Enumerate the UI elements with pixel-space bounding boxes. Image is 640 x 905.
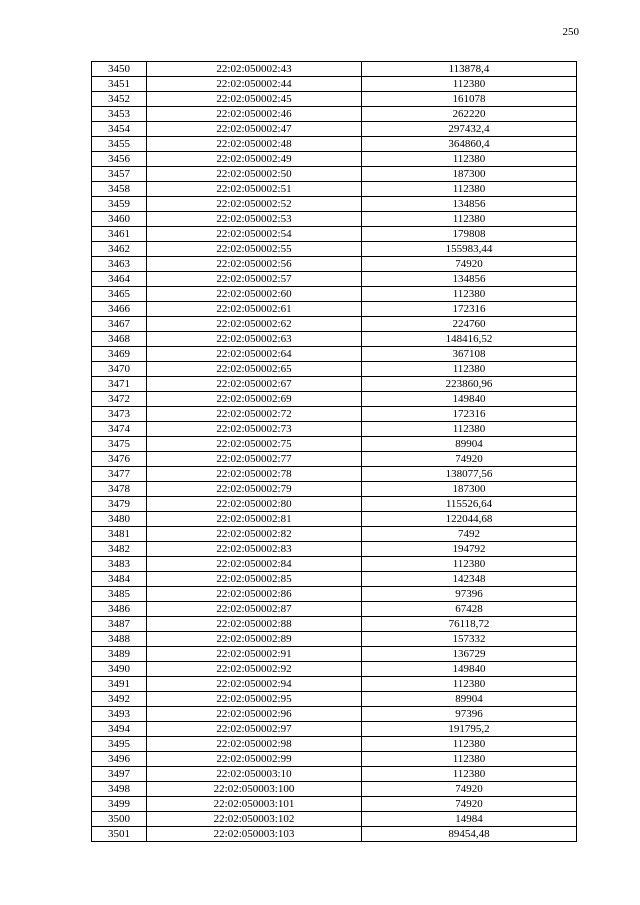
row-number-cell: 3501 [92,827,147,842]
cadastral-number-cell: 22:02:050003:103 [147,827,362,842]
row-number-cell: 3500 [92,812,147,827]
cadastral-value-cell: 14984 [362,812,577,827]
cadastral-number-cell: 22:02:050002:83 [147,542,362,557]
table-row [92,707,577,722]
table-row [92,662,577,677]
row-number-cell: 3496 [92,752,147,767]
cadastral-number-cell: 22:02:050002:84 [147,557,362,572]
row-number-cell: 3490 [92,662,147,677]
cadastral-value-cell: 74920 [362,782,577,797]
table-row [92,632,577,647]
cadastral-number-cell: 22:02:050002:75 [147,437,362,452]
table-row [92,692,577,707]
cadastral-value-cell: 74920 [362,452,577,467]
cadastral-number-cell: 22:02:050002:46 [147,107,362,122]
cadastral-value-cell: 262220 [362,107,577,122]
row-number-cell: 3497 [92,767,147,782]
cadastral-value-cell: 7492 [362,527,577,542]
cadastral-number-cell: 22:02:050002:89 [147,632,362,647]
row-number-cell: 3483 [92,557,147,572]
table-row [92,752,577,767]
row-number-cell: 3492 [92,692,147,707]
cadastral-value-cell: 97396 [362,707,577,722]
cadastral-value-table [91,61,577,842]
cadastral-number-cell: 22:02:050002:73 [147,422,362,437]
table-row [92,617,577,632]
table-row [92,482,577,497]
row-number-cell: 3461 [92,227,147,242]
row-number-cell: 3475 [92,437,147,452]
cadastral-value-cell: 112380 [362,77,577,92]
cadastral-number-cell: 22:02:050002:95 [147,692,362,707]
table-row [92,437,577,452]
table-row [92,647,577,662]
cadastral-value-cell: 157332 [362,632,577,647]
row-number-cell: 3468 [92,332,147,347]
cadastral-value-cell: 89904 [362,437,577,452]
row-number-cell: 3454 [92,122,147,137]
cadastral-value-cell: 112380 [362,212,577,227]
table-row [92,197,577,212]
cadastral-value-cell: 161078 [362,92,577,107]
row-number-cell: 3452 [92,92,147,107]
cadastral-value-cell: 74920 [362,257,577,272]
row-number-cell: 3463 [92,257,147,272]
cadastral-number-cell: 22:02:050002:91 [147,647,362,662]
cadastral-value-cell: 149840 [362,392,577,407]
row-number-cell: 3484 [92,572,147,587]
table-row [92,827,577,842]
cadastral-number-cell: 22:02:050002:63 [147,332,362,347]
cadastral-number-cell: 22:02:050002:56 [147,257,362,272]
row-number-cell: 3474 [92,422,147,437]
cadastral-number-cell: 22:02:050002:79 [147,482,362,497]
row-number-cell: 3464 [92,272,147,287]
cadastral-value-cell: 112380 [362,422,577,437]
cadastral-value-cell: 112380 [362,677,577,692]
cadastral-value-cell: 172316 [362,302,577,317]
cadastral-number-cell: 22:02:050002:65 [147,362,362,377]
table-row [92,227,577,242]
cadastral-number-cell: 22:02:050002:81 [147,512,362,527]
row-number-cell: 3489 [92,647,147,662]
row-number-cell: 3456 [92,152,147,167]
row-number-cell: 3480 [92,512,147,527]
table-row [92,362,577,377]
cadastral-number-cell: 22:02:050002:72 [147,407,362,422]
table-row [92,767,577,782]
table-row [92,812,577,827]
table-row [92,332,577,347]
row-number-cell: 3485 [92,587,147,602]
table-row [92,152,577,167]
cadastral-number-cell: 22:02:050002:50 [147,167,362,182]
cadastral-number-cell: 22:02:050002:54 [147,227,362,242]
table-row [92,452,577,467]
row-number-cell: 3458 [92,182,147,197]
cadastral-number-cell: 22:02:050002:96 [147,707,362,722]
table-row [92,782,577,797]
row-number-cell: 3469 [92,347,147,362]
row-number-cell: 3486 [92,602,147,617]
row-number-cell: 3487 [92,617,147,632]
table-row [92,182,577,197]
cadastral-value-cell: 134856 [362,197,577,212]
row-number-cell: 3465 [92,287,147,302]
table-row [92,467,577,482]
row-number-cell: 3481 [92,527,147,542]
cadastral-number-cell: 22:02:050002:80 [147,497,362,512]
cadastral-number-cell: 22:02:050002:67 [147,377,362,392]
cadastral-number-cell: 22:02:050002:87 [147,602,362,617]
row-number-cell: 3476 [92,452,147,467]
table-row [92,677,577,692]
cadastral-value-cell: 112380 [362,737,577,752]
cadastral-number-cell: 22:02:050002:82 [147,527,362,542]
table-row [92,347,577,362]
cadastral-number-cell: 22:02:050002:51 [147,182,362,197]
table-row [92,167,577,182]
table-row [92,122,577,137]
cadastral-value-cell: 142348 [362,572,577,587]
cadastral-value-cell: 297432,4 [362,122,577,137]
cadastral-number-cell: 22:02:050002:85 [147,572,362,587]
cadastral-number-cell: 22:02:050002:60 [147,287,362,302]
cadastral-value-cell: 136729 [362,647,577,662]
row-number-cell: 3482 [92,542,147,557]
cadastral-number-cell: 22:02:050002:94 [147,677,362,692]
cadastral-value-cell: 112380 [362,362,577,377]
row-number-cell: 3472 [92,392,147,407]
row-number-cell: 3495 [92,737,147,752]
cadastral-number-cell: 22:02:050002:62 [147,317,362,332]
row-number-cell: 3493 [92,707,147,722]
table-row [92,317,577,332]
row-number-cell: 3466 [92,302,147,317]
row-number-cell: 3457 [92,167,147,182]
cadastral-number-cell: 22:02:050003:100 [147,782,362,797]
row-number-cell: 3462 [92,242,147,257]
table-row [92,212,577,227]
cadastral-number-cell: 22:02:050002:45 [147,92,362,107]
table-row [92,272,577,287]
table-row [92,137,577,152]
table-row [92,722,577,737]
cadastral-value-cell: 89904 [362,692,577,707]
row-number-cell: 3451 [92,77,147,92]
table-row [92,572,577,587]
cadastral-value-cell: 224760 [362,317,577,332]
cadastral-value-cell: 112380 [362,767,577,782]
cadastral-value-cell: 89454,48 [362,827,577,842]
cadastral-number-cell: 22:02:050002:77 [147,452,362,467]
cadastral-number-cell: 22:02:050002:99 [147,752,362,767]
row-number-cell: 3450 [92,62,147,77]
cadastral-number-cell: 22:02:050002:48 [147,137,362,152]
cadastral-value-cell: 138077,56 [362,467,577,482]
row-number-cell: 3470 [92,362,147,377]
row-number-cell: 3471 [92,377,147,392]
cadastral-number-cell: 22:02:050002:49 [147,152,362,167]
table-row [92,62,577,77]
table-row [92,542,577,557]
cadastral-number-cell: 22:02:050002:53 [147,212,362,227]
table-body [92,62,577,842]
row-number-cell: 3455 [92,137,147,152]
table-row [92,257,577,272]
table-row [92,587,577,602]
cadastral-value-cell: 367108 [362,347,577,362]
cadastral-number-cell: 22:02:050002:47 [147,122,362,137]
cadastral-number-cell: 22:02:050002:61 [147,302,362,317]
table-row [92,497,577,512]
cadastral-value-cell: 194792 [362,542,577,557]
cadastral-number-cell: 22:02:050002:92 [147,662,362,677]
cadastral-value-cell: 74920 [362,797,577,812]
cadastral-number-cell: 22:02:050003:101 [147,797,362,812]
cadastral-value-cell: 112380 [362,557,577,572]
table-row [92,377,577,392]
cadastral-value-cell: 148416,52 [362,332,577,347]
row-number-cell: 3453 [92,107,147,122]
cadastral-number-cell: 22:02:050002:78 [147,467,362,482]
cadastral-value-cell: 115526,64 [362,497,577,512]
cadastral-value-cell: 155983,44 [362,242,577,257]
table-row [92,602,577,617]
row-number-cell: 3478 [92,482,147,497]
table-row [92,407,577,422]
row-number-cell: 3477 [92,467,147,482]
table-row [92,527,577,542]
cadastral-value-cell: 149840 [362,662,577,677]
cadastral-value-cell: 112380 [362,287,577,302]
cadastral-value-cell: 187300 [362,482,577,497]
table-row [92,242,577,257]
cadastral-number-cell: 22:02:050003:102 [147,812,362,827]
cadastral-number-cell: 22:02:050002:55 [147,242,362,257]
cadastral-value-cell: 67428 [362,602,577,617]
cadastral-value-cell: 112380 [362,182,577,197]
cadastral-value-cell: 179808 [362,227,577,242]
cadastral-value-cell: 76118,72 [362,617,577,632]
table-row [92,422,577,437]
row-number-cell: 3491 [92,677,147,692]
cadastral-number-cell: 22:02:050002:88 [147,617,362,632]
table-row [92,512,577,527]
row-number-cell: 3459 [92,197,147,212]
cadastral-value-cell: 187300 [362,167,577,182]
table-row [92,302,577,317]
page-number: 250 [562,26,579,38]
row-number-cell: 3479 [92,497,147,512]
cadastral-number-cell: 22:02:050003:10 [147,767,362,782]
cadastral-number-cell: 22:02:050002:69 [147,392,362,407]
cadastral-number-cell: 22:02:050002:98 [147,737,362,752]
row-number-cell: 3473 [92,407,147,422]
cadastral-value-cell: 122044,68 [362,512,577,527]
table-row [92,737,577,752]
table-row [92,107,577,122]
row-number-cell: 3494 [92,722,147,737]
cadastral-value-cell: 97396 [362,587,577,602]
cadastral-number-cell: 22:02:050002:43 [147,62,362,77]
table-row [92,287,577,302]
cadastral-number-cell: 22:02:050002:57 [147,272,362,287]
row-number-cell: 3499 [92,797,147,812]
cadastral-value-cell: 223860,96 [362,377,577,392]
row-number-cell: 3460 [92,212,147,227]
cadastral-number-cell: 22:02:050002:64 [147,347,362,362]
cadastral-value-cell: 172316 [362,407,577,422]
cadastral-value-cell: 191795,2 [362,722,577,737]
cadastral-value-cell: 112380 [362,752,577,767]
cadastral-value-cell: 113878,4 [362,62,577,77]
table-row [92,92,577,107]
table-row [92,797,577,812]
row-number-cell: 3498 [92,782,147,797]
cadastral-value-cell: 364860,4 [362,137,577,152]
cadastral-value-cell: 112380 [362,152,577,167]
row-number-cell: 3467 [92,317,147,332]
row-number-cell: 3488 [92,632,147,647]
table-row [92,557,577,572]
table-row [92,77,577,92]
cadastral-number-cell: 22:02:050002:86 [147,587,362,602]
cadastral-number-cell: 22:02:050002:44 [147,77,362,92]
cadastral-number-cell: 22:02:050002:97 [147,722,362,737]
cadastral-value-cell: 134856 [362,272,577,287]
cadastral-number-cell: 22:02:050002:52 [147,197,362,212]
table-row [92,392,577,407]
